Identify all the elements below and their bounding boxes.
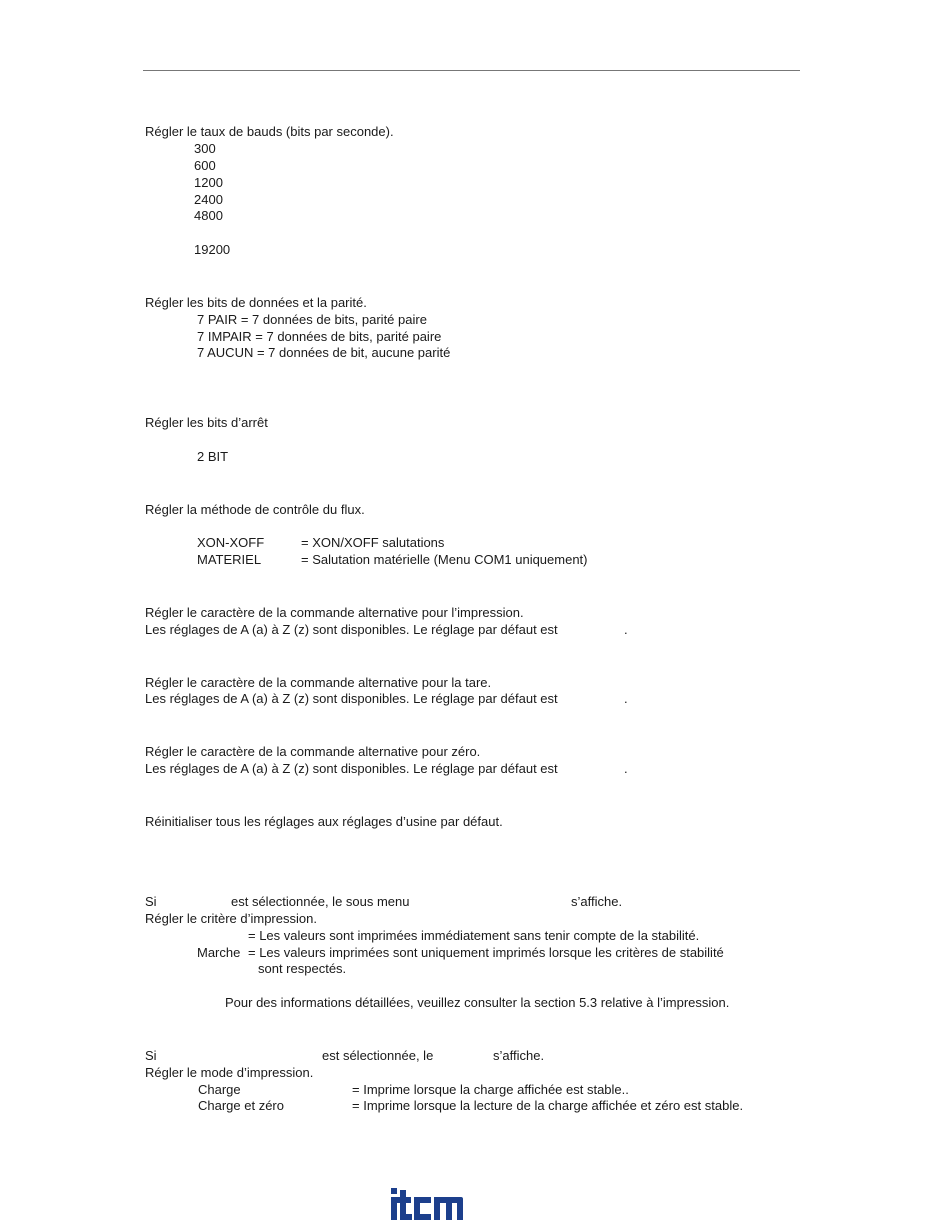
- flow-key: MATERIEL: [197, 552, 262, 567]
- flow-intro: Régler la méthode de contrôle du flux.: [145, 502, 365, 517]
- mode-shows: s’affiche.: [493, 1048, 545, 1063]
- stop-bits-intro: Régler les bits d’arrêt: [145, 415, 268, 430]
- reset-line: Réinitialiser tous les réglages aux réglages d’usine par défaut.: [145, 814, 503, 829]
- criteria-shows: s’affiche.: [571, 894, 623, 909]
- criteria-selected: est sélectionnée, le sous menu: [231, 894, 410, 909]
- criteria-option-cont: sont respectés.: [258, 961, 347, 976]
- mode-desc: = Imprime lorsque la lecture de la charge affichée et zéro est stable.: [352, 1098, 744, 1113]
- mode-intro: Régler le mode d’impression.: [145, 1065, 314, 1080]
- criteria-option-desc: = Les valeurs imprimées sont uniquement imprimés lorsque les critères de stabilité: [248, 945, 724, 960]
- alt-tare-default: Les réglages de A (a) à Z (z) sont disponibles. Le réglage par défaut est: [145, 691, 558, 706]
- criteria-note: Pour des informations détaillées, veuillez consulter la section 5.3 relative à l’impression.: [225, 995, 730, 1010]
- baud-option: 300: [194, 141, 216, 156]
- data-bits-option: 7 AUCUN = 7 données de bit, aucune parité: [197, 345, 451, 360]
- alt-tare-line: Régler le caractère de la commande alternative pour la tare.: [145, 675, 492, 690]
- flow-desc: = Salutation matérielle (Menu COM1 uniquement): [301, 552, 588, 567]
- stop-bits-option: 2 BIT: [197, 449, 229, 464]
- baud-option: 4800: [194, 208, 223, 223]
- data-bits-intro: Régler les bits de données et la parité.: [145, 295, 367, 310]
- criteria-option-desc: = Les valeurs sont imprimées immédiatement sans tenir compte de la stabilité.: [248, 928, 700, 943]
- header-rule: [143, 70, 800, 71]
- alt-zero-end: .: [624, 761, 628, 776]
- mode-selected: est sélectionnée, le: [322, 1048, 434, 1063]
- criteria-intro: Régler le critère d’impression.: [145, 911, 317, 926]
- baud-option: 2400: [194, 192, 223, 207]
- alt-tare-end: .: [624, 691, 628, 706]
- flow-key: XON-XOFF: [197, 535, 265, 550]
- data-bits-option: 7 PAIR = 7 données de bits, parité paire: [197, 312, 427, 327]
- mode-key: Charge: [198, 1082, 241, 1097]
- baud-option: 600: [194, 158, 216, 173]
- mode-desc: = Imprime lorsque la charge affichée est stable..: [352, 1082, 629, 1097]
- data-bits-option: 7 IMPAIR = 7 données de bits, parité paire: [197, 329, 442, 344]
- mode-key: Charge et zéro: [198, 1098, 284, 1113]
- alt-zero-line: Régler le caractère de la commande alternative pour zéro.: [145, 744, 481, 759]
- baud-intro: Régler le taux de bauds (bits par seconde).: [145, 124, 394, 139]
- alt-print-line: Régler le caractère de la commande alternative pour l’impression.: [145, 605, 524, 620]
- alt-zero-default: Les réglages de A (a) à Z (z) sont disponibles. Le réglage par défaut est: [145, 761, 558, 776]
- alt-print-end: .: [624, 622, 628, 637]
- criteria-option-key: Marche: [197, 945, 241, 960]
- baud-option: 19200: [194, 242, 231, 257]
- mode-si: Si: [145, 1048, 157, 1063]
- baud-option: 1200: [194, 175, 223, 190]
- criteria-si: Si: [145, 894, 157, 909]
- alt-print-default: Les réglages de A (a) à Z (z) sont disponibles. Le réglage par défaut est: [145, 622, 558, 637]
- itm-logo: [390, 1187, 464, 1221]
- flow-desc: = XON/XOFF salutations: [301, 535, 445, 550]
